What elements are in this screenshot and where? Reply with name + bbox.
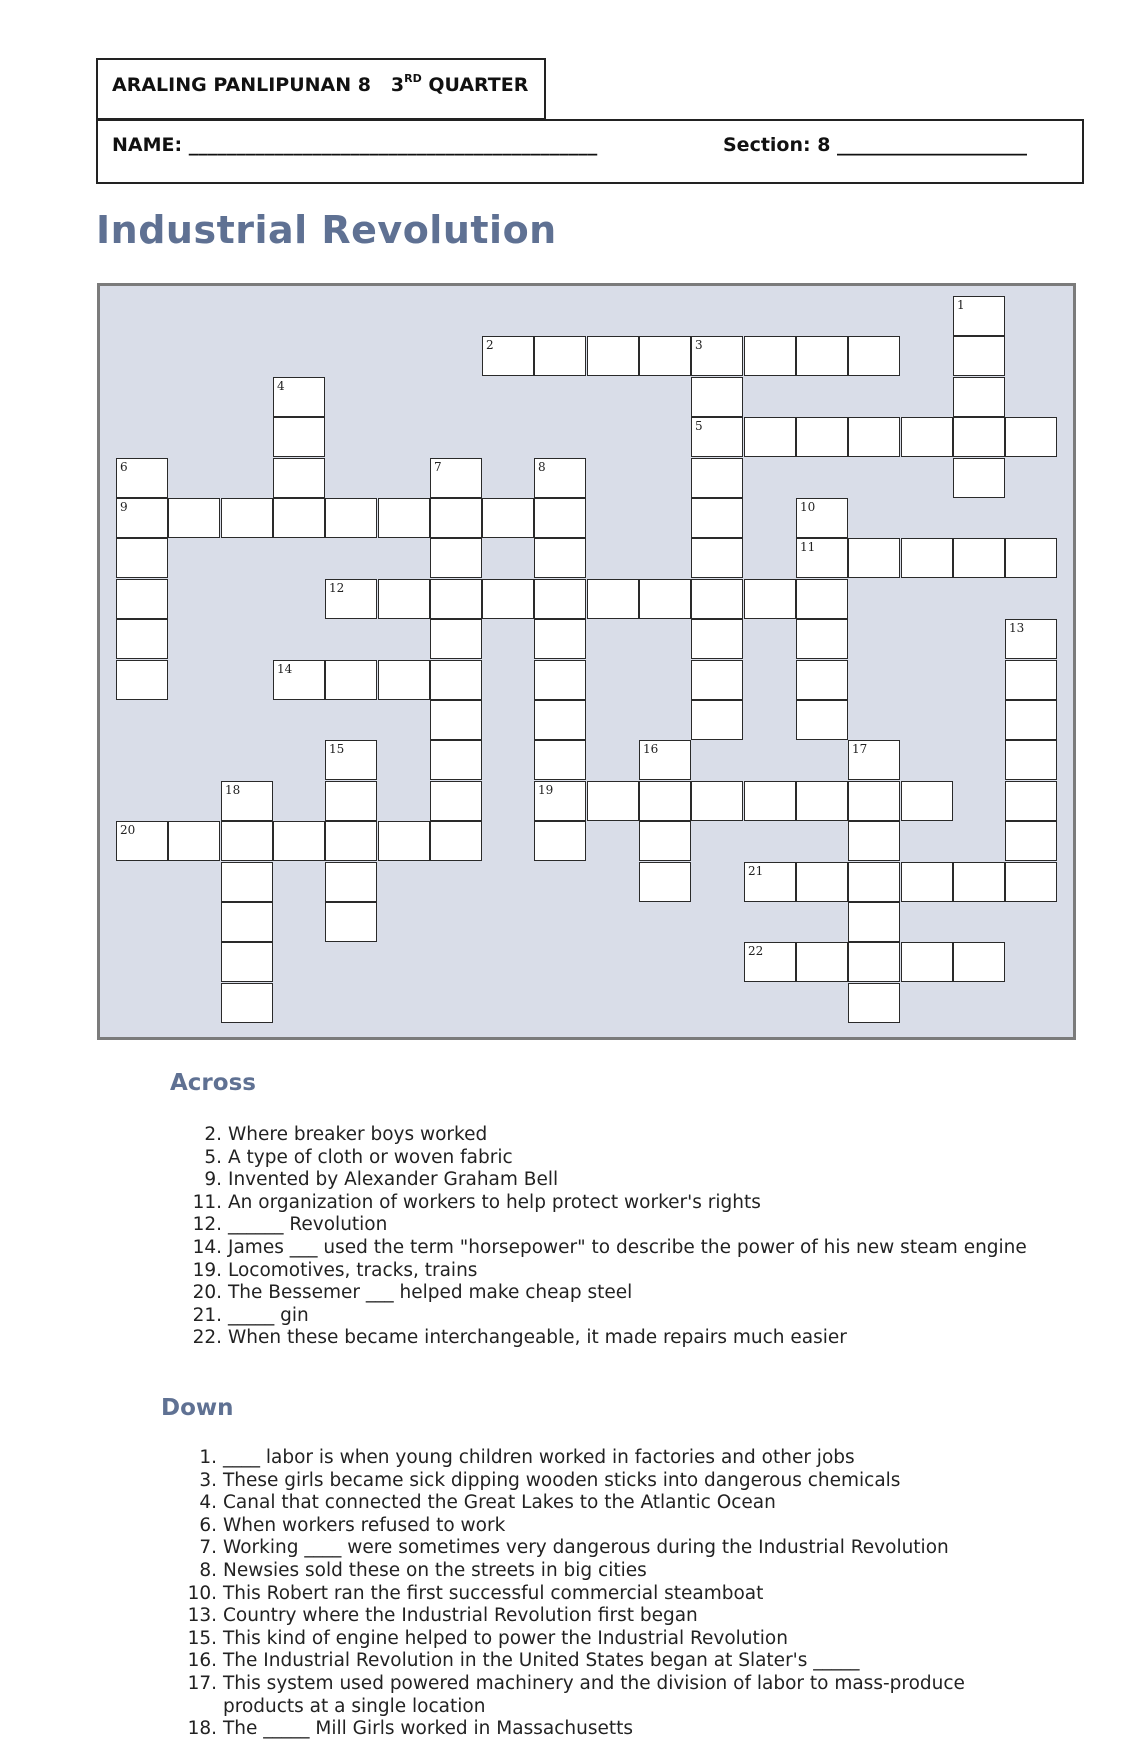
grid-cell[interactable] <box>430 740 482 780</box>
grid-cell[interactable] <box>482 336 534 376</box>
grid-cell[interactable] <box>796 579 848 619</box>
grid-cell[interactable] <box>221 862 273 902</box>
grid-cell[interactable] <box>848 942 900 982</box>
student-info-box <box>96 119 1084 184</box>
grid-cell[interactable] <box>273 458 325 498</box>
clue-number-label: 9 <box>120 500 128 514</box>
grid-cell[interactable] <box>1005 619 1057 659</box>
grid-cell[interactable] <box>116 498 168 538</box>
clue-item <box>161 1605 1023 1628</box>
quarter-suffix: RD <box>404 72 422 85</box>
grid-cell[interactable] <box>691 700 743 740</box>
clue-number-label: 4 <box>277 379 285 393</box>
grid-cell[interactable] <box>744 579 796 619</box>
grid-cell[interactable] <box>953 377 1005 417</box>
grid-cell[interactable] <box>378 498 430 538</box>
grid-cell[interactable] <box>848 417 900 457</box>
grid-cell[interactable] <box>587 781 639 821</box>
grid-cell[interactable] <box>796 538 848 578</box>
clue-item <box>161 1560 1023 1583</box>
grid-cell[interactable] <box>378 821 430 861</box>
grid-cell[interactable] <box>534 740 586 780</box>
grid-cell[interactable] <box>221 498 273 538</box>
clue-number: 1. <box>199 1447 217 1468</box>
grid-cell[interactable] <box>848 862 900 902</box>
clue-text: These girls became sick dipping wooden sticks into dangerous chemicals <box>223 1469 901 1491</box>
clue-number-label: 14 <box>277 662 293 676</box>
down-heading: Down <box>161 1395 234 1421</box>
clue-item <box>166 1192 1027 1215</box>
clue-number: 17. <box>187 1672 217 1694</box>
grid-cell[interactable] <box>378 579 430 619</box>
clue-number: 9. <box>204 1169 222 1191</box>
clue-text: When workers refused to work <box>223 1514 506 1536</box>
clue-number: 2. <box>204 1124 222 1145</box>
clue-item <box>166 1124 1027 1147</box>
clue-number: 22. <box>192 1327 222 1349</box>
clue-text: ______ Revolution <box>228 1214 388 1236</box>
clue-number-label: 7 <box>434 460 442 474</box>
grid-cell[interactable] <box>691 660 743 700</box>
clue-number-label: 16 <box>643 742 659 756</box>
clue-text: This system used powered machinery and the division of labor to mass-produce products at a single location <box>223 1672 965 1717</box>
grid-cell[interactable] <box>325 498 377 538</box>
grid-cell[interactable] <box>953 538 1005 578</box>
grid-cell[interactable] <box>848 983 900 1023</box>
grid-cell[interactable] <box>534 619 586 659</box>
clue-number-label: 1 <box>957 298 965 312</box>
grid-cell[interactable] <box>221 902 273 942</box>
worksheet-header <box>96 58 546 120</box>
grid-cell[interactable] <box>221 781 273 821</box>
grid-cell[interactable] <box>116 821 168 861</box>
grid-cell[interactable] <box>325 740 377 780</box>
grid-cell[interactable] <box>325 781 377 821</box>
grid-cell[interactable] <box>378 660 430 700</box>
grid-cell[interactable] <box>325 902 377 942</box>
grid-cell[interactable] <box>534 700 586 740</box>
clue-number: 13. <box>187 1605 217 1627</box>
grid-cell[interactable] <box>1005 700 1057 740</box>
clue-number: 5. <box>204 1146 222 1168</box>
grid-cell[interactable] <box>848 821 900 861</box>
grid-cell[interactable] <box>953 942 1005 982</box>
grid-cell[interactable] <box>482 498 534 538</box>
clue-number-label: 20 <box>120 823 136 837</box>
grid-cell[interactable] <box>221 942 273 982</box>
clue-number: 18. <box>187 1718 217 1740</box>
grid-cell[interactable] <box>430 458 482 498</box>
quarter-number: 3 <box>390 74 405 96</box>
grid-cell[interactable] <box>639 781 691 821</box>
grid-cell[interactable] <box>691 377 743 417</box>
grid-cell[interactable] <box>796 700 848 740</box>
grid-cell[interactable] <box>953 296 1005 336</box>
grid-cell[interactable] <box>1005 862 1057 902</box>
clue-number: 7. <box>199 1537 217 1559</box>
grid-cell[interactable] <box>848 740 900 780</box>
grid-cell[interactable] <box>325 862 377 902</box>
grid-cell[interactable] <box>587 579 639 619</box>
grid-cell[interactable] <box>430 538 482 578</box>
clue-text: _____ gin <box>228 1304 309 1326</box>
grid-cell[interactable] <box>639 579 691 619</box>
puzzle-title: Industrial Revolution <box>96 208 557 252</box>
clue-text: Working ____ were sometimes very dangerous during the Industrial Revolution <box>223 1537 949 1559</box>
grid-cell[interactable] <box>1005 538 1057 578</box>
grid-cell[interactable] <box>953 336 1005 376</box>
grid-cell[interactable] <box>273 377 325 417</box>
clue-number-label: 10 <box>800 500 816 514</box>
clue-number-label: 11 <box>800 540 816 554</box>
grid-cell[interactable] <box>744 336 796 376</box>
grid-cell[interactable] <box>273 498 325 538</box>
clue-number-label: 17 <box>852 742 868 756</box>
clue-item <box>161 1537 1023 1560</box>
clue-item <box>161 1718 1023 1741</box>
grid-cell[interactable] <box>534 538 586 578</box>
clue-text: Newsies sold these on the streets in big cities <box>223 1559 647 1581</box>
grid-cell[interactable] <box>430 781 482 821</box>
grid-cell[interactable] <box>116 458 168 498</box>
grid-cell[interactable] <box>168 821 220 861</box>
subject: ARALING PANLIPUNAN 8 <box>112 74 371 96</box>
grid-cell[interactable] <box>273 417 325 457</box>
grid-cell[interactable] <box>848 538 900 578</box>
grid-cell[interactable] <box>534 458 586 498</box>
clue-text: Locomotives, tracks, trains <box>228 1259 478 1281</box>
grid-cell[interactable] <box>953 417 1005 457</box>
clue-item <box>161 1470 1023 1493</box>
grid-cell[interactable] <box>744 781 796 821</box>
clue-item <box>166 1305 1027 1328</box>
grid-cell[interactable] <box>587 336 639 376</box>
grid-cell[interactable] <box>639 821 691 861</box>
across-clue-list <box>166 1124 1027 1350</box>
clue-number-label: 13 <box>1009 621 1025 635</box>
grid-cell[interactable] <box>534 781 586 821</box>
clue-item <box>166 1147 1027 1170</box>
grid-cell[interactable] <box>848 336 900 376</box>
grid-cell[interactable] <box>796 498 848 538</box>
grid-cell[interactable] <box>796 336 848 376</box>
clue-number: 8. <box>199 1559 217 1581</box>
section-field[interactable]: Section: 8 ____________________ <box>723 134 1028 156</box>
clue-text: This Robert ran the first successful commercial steamboat <box>223 1582 764 1604</box>
grid-cell[interactable] <box>796 660 848 700</box>
grid-cell[interactable] <box>848 781 900 821</box>
grid-cell[interactable] <box>325 821 377 861</box>
grid-cell[interactable] <box>534 821 586 861</box>
grid-cell[interactable] <box>273 821 325 861</box>
grid-cell[interactable] <box>796 417 848 457</box>
clue-item <box>166 1214 1027 1237</box>
grid-cell[interactable] <box>430 619 482 659</box>
grid-cell[interactable] <box>901 538 953 578</box>
grid-cell[interactable] <box>639 336 691 376</box>
grid-cell[interactable] <box>534 498 586 538</box>
grid-cell[interactable] <box>430 660 482 700</box>
clue-item <box>161 1673 1023 1718</box>
grid-cell[interactable] <box>534 660 586 700</box>
grid-cell[interactable] <box>901 417 953 457</box>
clue-text: Where breaker boys worked <box>228 1124 488 1145</box>
grid-cell[interactable] <box>639 862 691 902</box>
grid-cell[interactable] <box>796 862 848 902</box>
grid-cell[interactable] <box>691 781 743 821</box>
clue-number-label: 21 <box>748 864 764 878</box>
clue-text: When these became interchangeable, it made repairs much easier <box>228 1327 847 1349</box>
grid-cell[interactable] <box>691 417 743 457</box>
clue-number: 14. <box>192 1236 222 1258</box>
grid-cell[interactable] <box>901 781 953 821</box>
clue-number: 15. <box>187 1627 217 1649</box>
grid-cell[interactable] <box>534 579 586 619</box>
grid-cell[interactable] <box>953 458 1005 498</box>
clue-item <box>166 1327 1027 1350</box>
grid-cell[interactable] <box>691 619 743 659</box>
name-field[interactable]: NAME: ___________________________________________ <box>112 134 598 156</box>
clue-item <box>161 1650 1023 1673</box>
grid-cell[interactable] <box>848 902 900 942</box>
grid-cell[interactable] <box>168 498 220 538</box>
grid-cell[interactable] <box>796 619 848 659</box>
grid-cell[interactable] <box>430 498 482 538</box>
clue-item <box>161 1515 1023 1538</box>
quarter-word: QUARTER <box>428 74 529 96</box>
clue-number-label: 15 <box>329 742 345 756</box>
grid-cell[interactable] <box>1005 660 1057 700</box>
clue-number: 4. <box>199 1492 217 1514</box>
clue-number: 16. <box>187 1650 217 1672</box>
grid-cell[interactable] <box>1005 781 1057 821</box>
grid-cell[interactable] <box>116 660 168 700</box>
clue-text: The Bessemer ___ helped make cheap steel <box>228 1282 633 1304</box>
clue-text: The Industrial Revolution in the United States began at Slater's _____ <box>223 1650 860 1672</box>
grid-cell[interactable] <box>744 862 796 902</box>
clue-number: 21. <box>192 1304 222 1326</box>
grid-cell[interactable] <box>1005 821 1057 861</box>
grid-cell[interactable] <box>116 538 168 578</box>
clue-number-label: 5 <box>695 419 703 433</box>
grid-cell[interactable] <box>482 579 534 619</box>
clue-number: 10. <box>187 1582 217 1604</box>
clue-number: 6. <box>199 1514 217 1536</box>
clue-item <box>166 1169 1027 1192</box>
grid-cell[interactable] <box>691 458 743 498</box>
grid-cell[interactable] <box>221 983 273 1023</box>
grid-cell[interactable] <box>430 700 482 740</box>
grid-cell[interactable] <box>953 862 1005 902</box>
clue-number: 19. <box>192 1259 222 1281</box>
clue-item <box>161 1628 1023 1651</box>
clue-number-label: 12 <box>329 581 345 595</box>
clue-number-label: 22 <box>748 944 764 958</box>
grid-cell[interactable] <box>221 821 273 861</box>
grid-cell[interactable] <box>116 579 168 619</box>
clue-number-label: 2 <box>486 338 494 352</box>
crossword-grid <box>97 283 1076 1040</box>
grid-cell[interactable] <box>1005 740 1057 780</box>
grid-cell[interactable] <box>116 619 168 659</box>
clue-text: This kind of engine helped to power the Industrial Revolution <box>223 1627 788 1649</box>
grid-cell[interactable] <box>691 538 743 578</box>
grid-cell[interactable] <box>796 781 848 821</box>
grid-cell[interactable] <box>691 498 743 538</box>
clue-number-label: 18 <box>225 783 241 797</box>
grid-cell[interactable] <box>430 579 482 619</box>
clue-number-label: 8 <box>538 460 546 474</box>
clue-text: ____ labor is when young children worked in factories and other jobs <box>223 1447 855 1468</box>
clue-text: Country where the Industrial Revolution first began <box>223 1605 698 1627</box>
clue-text: Invented by Alexander Graham Bell <box>228 1169 559 1191</box>
grid-cell[interactable] <box>325 579 377 619</box>
grid-cell[interactable] <box>1005 417 1057 457</box>
clue-text: A type of cloth or woven fabric <box>228 1146 513 1168</box>
clue-item <box>161 1447 1023 1470</box>
grid-cell[interactable] <box>273 660 325 700</box>
clue-number: 3. <box>199 1469 217 1491</box>
clue-number: 20. <box>192 1282 222 1304</box>
grid-cell[interactable] <box>796 942 848 982</box>
clue-text: James ___ used the term "horsepower" to describe the power of his new steam engine <box>228 1236 1027 1258</box>
down-clue-list <box>161 1447 1023 1741</box>
grid-cell[interactable] <box>901 942 953 982</box>
grid-cell[interactable] <box>744 942 796 982</box>
clue-item <box>161 1583 1023 1606</box>
subject-quarter <box>112 72 528 96</box>
clue-number-label: 19 <box>538 783 554 797</box>
grid-cell[interactable] <box>691 579 743 619</box>
clue-number-label: 3 <box>695 338 703 352</box>
grid-cell[interactable] <box>901 862 953 902</box>
grid-cell[interactable] <box>430 821 482 861</box>
clue-text: An organization of workers to help protect worker's rights <box>228 1191 761 1213</box>
grid-cell[interactable] <box>639 740 691 780</box>
grid-cell[interactable] <box>744 417 796 457</box>
clue-text: Canal that connected the Great Lakes to the Atlantic Ocean <box>223 1492 776 1514</box>
clue-number-label: 6 <box>120 460 128 474</box>
clue-number: 11. <box>192 1191 222 1213</box>
clue-number: 12. <box>192 1214 222 1236</box>
grid-cell[interactable] <box>534 336 586 376</box>
grid-cell[interactable] <box>325 660 377 700</box>
grid-cell[interactable] <box>691 336 743 376</box>
clue-text: The _____ Mill Girls worked in Massachusetts <box>223 1718 633 1740</box>
clue-item <box>161 1492 1023 1515</box>
clue-item <box>166 1237 1027 1260</box>
clue-item <box>166 1282 1027 1305</box>
across-heading: Across <box>170 1070 256 1096</box>
clue-item <box>166 1260 1027 1283</box>
